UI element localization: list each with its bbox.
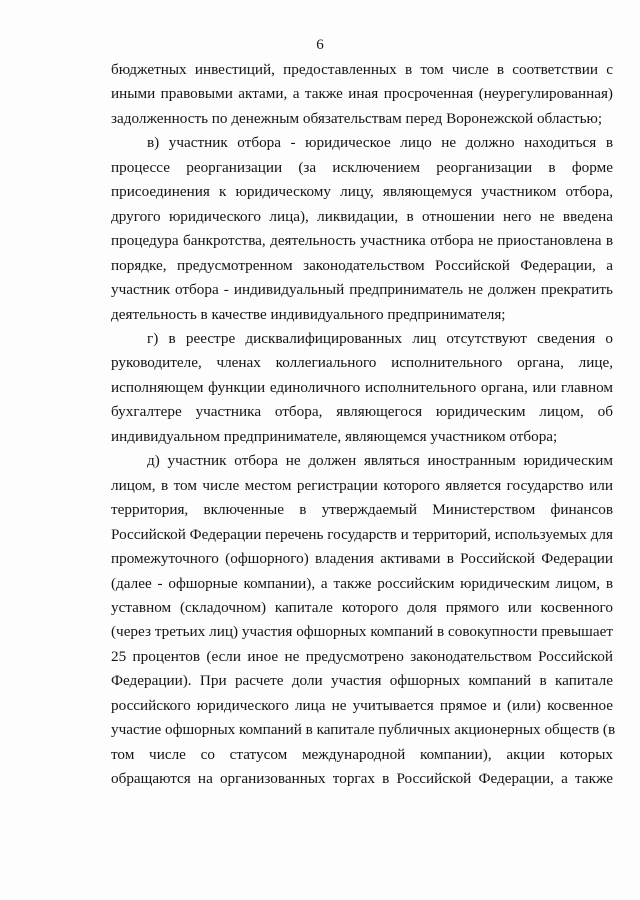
document-body <box>111 58 616 792</box>
text-line: исполняющем функции единоличного исполнительного органа, или главном <box>111 378 613 396</box>
text-line: процедура банкротства, деятельность участника отбора не приостановлена в <box>111 232 613 250</box>
text-line: задолженность по денежным обязательствам перед Воронежской областью; <box>111 109 603 127</box>
text-line: промежуточного (офшорного) владения активами в Российской Федерации <box>111 550 613 568</box>
text-line: Федерации). При расчете доли участия офшорных компаний в капитале <box>111 672 613 690</box>
paragraph-item-d <box>111 449 616 791</box>
text-line: участие офшорных компаний в капитале публичных акционерных обществ (в <box>111 721 616 739</box>
text-line: в) участник отбора - юридическое лицо не должно находиться в <box>147 134 613 152</box>
text-line: обращаются на организованных торгах в Российской Федерации, а также <box>111 770 613 788</box>
text-line: (далее - офшорные компании), а также российским юридическим лицом, в <box>111 574 613 592</box>
text-line: руководителе, членах коллегиального исполнительного органа, лице, <box>111 354 613 372</box>
text-line: 25 процентов (если иное не предусмотрено законодательством Российской <box>111 647 613 665</box>
text-line: д) участник отбора не должен являться иностранным юридическим <box>147 452 613 470</box>
paragraph-item-v <box>111 131 613 327</box>
paragraph-continuation <box>111 58 613 131</box>
text-line: том числе со статусом международной компании), акции которых <box>111 745 613 763</box>
text-line: индивидуальном предпринимателе, являющемся участником отбора; <box>111 427 558 445</box>
text-line: бюджетных инвестиций, предоставленных в том числе в соответствии с <box>111 61 613 78</box>
text-line: другого юридического лица), ликвидации, в отношении него не введена <box>111 207 613 225</box>
text-line: лицом, в том числе местом регистрации которого является государство или <box>111 476 613 494</box>
text-line: г) в реестре дисквалифицированных лиц отсутствуют сведения о <box>147 329 613 347</box>
text-line: территория, включенные в утверждаемый Министерством финансов <box>111 501 613 519</box>
text-line: (через третьих лиц) участия офшорных компаний в совокупности превышает <box>111 623 613 641</box>
text-line: Российской Федерации перечень государств и территорий, используемых для <box>111 525 613 543</box>
text-line: бухгалтере участника отбора, являющегося юридическим лицом, об <box>111 403 613 421</box>
text-line: участник отбора - индивидуальный предприниматель не должен прекратить <box>111 281 613 299</box>
text-line: деятельность в качестве индивидуального предпринимателя; <box>111 305 506 323</box>
text-line: российского юридического лица не учитывается прямое и (или) косвенное <box>111 696 613 714</box>
text-line: порядке, предусмотренном законодательством Российской Федерации, а <box>111 256 613 274</box>
paragraph-item-g <box>111 327 613 449</box>
text-line: присоединения к юридическому лицу, являющемуся участником отбора, <box>111 183 613 201</box>
text-line: иными правовыми актами, а также иная просроченная (неурегулированная) <box>111 85 613 103</box>
text-line: уставном (складочном) капитале которого доля прямого или косвенного <box>111 598 613 616</box>
page-number: 6 <box>316 37 324 53</box>
text-line: процессе реорганизации (за исключением реорганизации в форме <box>111 158 613 176</box>
